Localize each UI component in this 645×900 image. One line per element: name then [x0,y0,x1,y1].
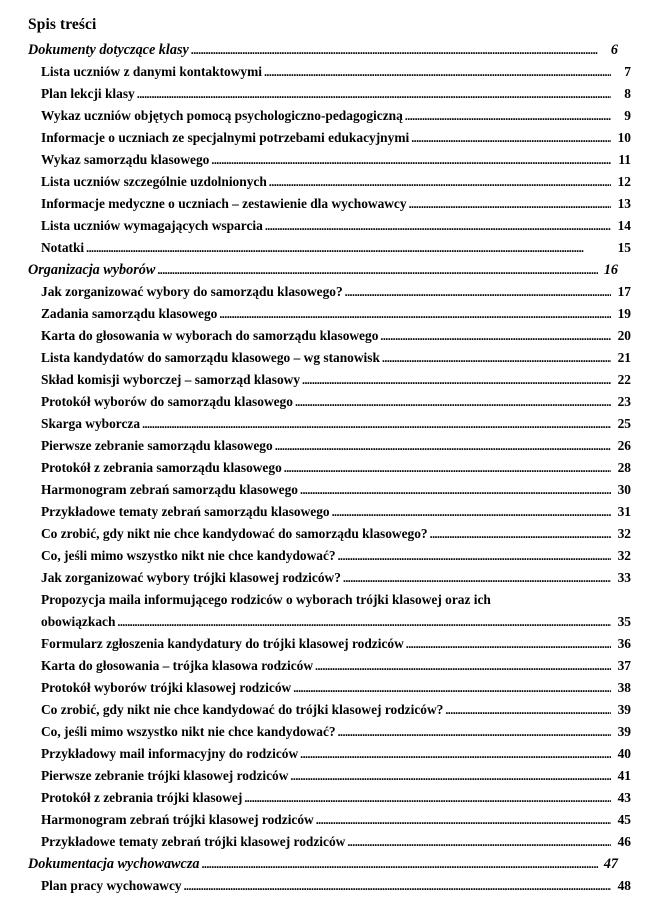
toc-entry-page-number: 16 [603,262,618,278]
toc-entry[interactable] [28,479,631,501]
leader-dots [343,576,611,589]
toc-entry-label: Pierwsze zebranie samorządu klasowego [41,438,273,453]
toc-entry-page-number: 36 [617,636,631,651]
toc-entry-label: Karta do głosowania w wyborach do samorządu klasowego [41,328,379,343]
toc-entry-page-number: 28 [617,460,631,475]
toc-entry-page-number: 7 [624,64,631,79]
leader-dots [184,884,611,897]
toc-entry-label: Plan lekcji klasy [41,86,135,101]
leader-dots [338,730,611,743]
toc-entry-label: Lista uczniów szczególnie uzdolnionych [41,174,267,189]
toc-entry[interactable] [28,391,631,413]
toc-entry[interactable] [28,809,631,831]
leader-dots [157,267,598,281]
toc-entry[interactable] [28,787,631,809]
toc-entry-label: Jak zorganizować wybory do samorządu klasowego? [41,284,343,299]
toc-entry[interactable] [28,523,631,545]
leader-dots [293,686,611,699]
toc-entry-label: Co, jeśli mimo wszystko nikt nie chce kandydować? [41,724,336,739]
toc-entry[interactable] [28,127,631,149]
toc-entry-page-number: 38 [617,680,631,695]
toc-entry[interactable] [28,303,631,325]
toc-entry-label: Harmonogram zebrań trójki klasowej rodziców [41,812,314,827]
toc-entry-page-number: 33 [617,570,631,585]
toc-entry-page-number: 43 [617,790,631,805]
leader-dots [315,664,611,677]
toc-entry-page-number: 40 [617,746,631,761]
toc-entry-label: Zadania samorządu klasowego [41,306,218,321]
toc-entry[interactable] [28,171,631,193]
toc-entry[interactable] [28,501,631,523]
leader-dots [219,312,611,325]
toc-entry-label: Przykładowe tematy zebrań samorządu klasowego [41,504,330,519]
page-title: Spis treści [28,16,97,33]
leader-dots [269,180,611,193]
toc-entry[interactable] [28,545,631,567]
leader-dots [284,466,611,479]
toc-entry-page-number: 30 [617,482,631,497]
leader-dots [191,47,598,61]
toc-entry-page-number: 41 [617,768,631,783]
leader-dots [380,334,611,347]
toc-entry[interactable] [28,457,631,479]
toc-entry-label: Formularz zgłoszenia kandydatury do trójki klasowej rodziców [41,636,404,651]
toc-entry-page-number: 14 [617,218,631,233]
leader-dots [142,422,611,435]
leader-dots [300,752,611,765]
toc-entry-page-number: 45 [617,812,631,827]
toc-entry-label: Protokół z zebrania trójki klasowej [41,790,243,805]
toc-entry-label: Protokół wyborów trójki klasowej rodziców [41,680,292,695]
toc-entry-page-number: 35 [617,614,631,629]
leader-dots [211,158,611,171]
toc-entry-page-number: 11 [618,152,631,167]
toc-entry[interactable] [28,149,631,171]
toc-entry-label: Karta do głosowania – trójka klasowa rodziców [41,658,314,673]
toc-entry-label: Wykaz uczniów objętych pomocą psychologiczno-pedagogiczną [41,108,403,123]
toc-entry-page-number: 48 [617,878,631,893]
toc-entry-label: Co zrobić, gdy nikt nie chce kandydować do samorządu klasowego? [41,526,428,541]
toc-entry-label: Przykładowy mail informacyjny do rodziców [41,746,299,761]
toc-entry[interactable] [28,105,631,127]
toc-entry[interactable] [28,589,631,633]
toc-entry[interactable] [28,237,631,259]
leader-dots [264,70,611,83]
leader-dots [137,92,611,105]
toc-entry-page-number: 21 [617,350,631,365]
toc-entry-label: Informacje o uczniach ze specjalnymi potrzebami edukacyjnymi [41,130,410,145]
toc-entry[interactable] [28,677,631,699]
toc-entry-label: Informacje medyczne o uczniach – zestawienie dla wychowawcy [41,196,407,211]
toc-entry-label: Pierwsze zebranie trójki klasowej rodziców [41,768,289,783]
toc-entry[interactable] [28,655,631,677]
toc-entry[interactable] [28,325,631,347]
leader-dots [382,356,611,369]
toc-entry[interactable] [28,215,631,237]
toc-entry-label: Harmonogram zebrań samorządu klasowego [41,482,299,497]
leader-dots [409,202,611,215]
toc-entry-page-number: 8 [624,86,631,101]
toc-entry-page-number: 39 [617,702,631,717]
toc-entry-page-number: 46 [617,834,631,849]
toc-entry[interactable] [28,853,618,875]
toc-entry-page-number: 32 [617,526,631,541]
leader-dots [265,224,611,237]
toc-entry-page-number: 32 [617,548,631,563]
toc-entry[interactable] [28,193,631,215]
toc-entry-label: Notatki [41,240,85,255]
toc-entry-label: Protokół wyborów do samorządu klasowego [41,394,293,409]
leader-dots [405,114,611,127]
leader-dots [117,620,611,633]
toc-entry-label: Wykaz samorządu klasowego [41,152,210,167]
toc-entry[interactable] [28,699,631,721]
toc-entry[interactable] [28,83,631,105]
toc-entry[interactable] [28,633,631,655]
toc-entry-page-number: 6 [610,42,618,58]
toc-entry[interactable] [28,413,631,435]
toc-entry-page-number: 10 [617,130,631,145]
toc-entry[interactable] [28,435,631,457]
table-of-contents [28,39,631,897]
leader-dots [290,774,611,787]
toc-entry[interactable] [28,259,618,281]
toc-entry-page-number: 19 [617,306,631,321]
leader-dots [338,554,611,567]
toc-entry-page-number: 26 [617,438,631,453]
toc-entry-label: Plan pracy wychowawcy [41,878,182,893]
toc-entry[interactable] [28,743,631,765]
toc-entry-label: Lista uczniów wymagających wsparcia [41,218,263,233]
toc-entry-line-2 [41,611,631,633]
toc-entry[interactable] [28,61,631,83]
toc-entry-label: Przykładowe tematy zebrań trójki klasowej rodziców [41,834,346,849]
leader-dots [201,861,598,875]
toc-entry-label: Skład komisji wyborczej – samorząd klasowy [41,372,301,387]
toc-entry-page-number: 31 [617,504,631,519]
toc-entry-label: Co zrobić, gdy nikt nie chce kandydować do trójki klasowej rodziców? [41,702,444,717]
toc-entry[interactable] [28,369,631,391]
leader-dots [347,840,611,853]
leader-dots [316,818,611,831]
toc-entry-page-number: 13 [617,196,631,211]
toc-entry[interactable] [28,875,631,897]
leader-dots [430,532,611,545]
toc-entry[interactable] [28,347,631,369]
leader-dots [275,444,611,457]
leader-dots [411,136,611,149]
toc-entry[interactable] [28,567,631,589]
toc-entry-page-number: 37 [617,658,631,673]
toc-entry-label: Organizacja wyborów [28,262,156,278]
toc-entry-page-number: 47 [603,856,618,872]
toc-entry-page-number: 20 [617,328,631,343]
toc-entry[interactable] [28,831,631,853]
toc-entry-page-number: 15 [617,240,631,255]
toc-entry[interactable] [28,721,631,743]
toc-entry-label: Co, jeśli mimo wszystko nikt nie chce kandydować? [41,548,336,563]
toc-entry-page-number: 9 [624,108,631,123]
leader-dots [345,290,611,303]
leader-dots [244,796,611,809]
toc-entry[interactable] [28,39,618,61]
toc-entry-page-number: 25 [617,416,631,431]
toc-entry-page-number: 12 [617,174,631,189]
toc-entry-label: Protokół z zebrania samorządu klasowego [41,460,282,475]
toc-entry-label: Skarga wyborcza [41,416,141,431]
toc-entry-label: Propozycja maila informującego rodziców o wyborach trójki klasowej oraz ich [41,592,491,607]
toc-entry-label: Jak zorganizować wybory trójki klasowej rodziców? [41,570,341,585]
leader-dots [86,246,611,259]
toc-entry-page-number: 17 [617,284,631,299]
toc-entry-page-number: 22 [617,372,631,387]
toc-entry-page-number: 23 [617,394,631,409]
leader-dots [445,708,611,721]
toc-entry-label: Lista uczniów z danymi kontaktowymi [41,64,262,79]
toc-entry-label: Dokumenty dotyczące klasy [28,42,189,58]
toc-entry-label: Dokumentacja wychowawcza [28,856,200,872]
toc-entry-label: Lista kandydatów do samorządu klasowego – wg stanowisk [41,350,380,365]
leader-dots [332,510,611,523]
toc-entry[interactable] [28,765,631,787]
toc-entry-label-continued: obowiązkach [41,614,116,629]
toc-entry[interactable] [28,281,631,303]
toc-entry-page-number: 39 [617,724,631,739]
leader-dots [406,642,611,655]
leader-dots [295,400,611,413]
leader-dots [300,488,611,501]
leader-dots [302,378,611,391]
